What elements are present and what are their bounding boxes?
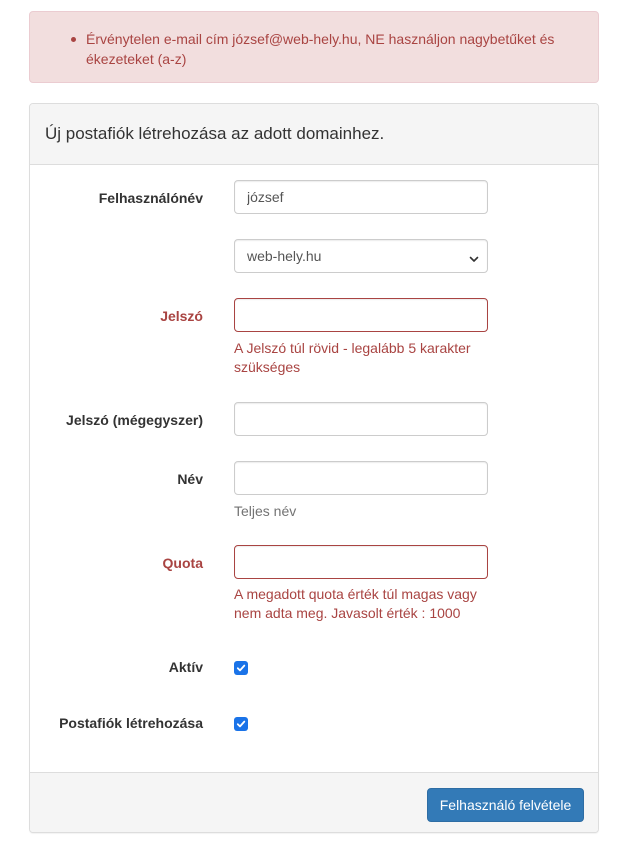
password-input[interactable] bbox=[234, 298, 488, 332]
password-again-input[interactable] bbox=[234, 402, 488, 436]
quota-input[interactable] bbox=[234, 545, 488, 579]
password-again-label: Jelszó (mégegyszer) bbox=[66, 412, 203, 428]
name-input[interactable] bbox=[234, 461, 488, 495]
password-error: A Jelszó túl rövid - legalább 5 karakter szükséges bbox=[234, 340, 471, 375]
active-checkbox[interactable] bbox=[234, 661, 248, 675]
checkmark-icon bbox=[236, 663, 246, 673]
username-label: Felhasználónév bbox=[98, 190, 203, 206]
domain-select[interactable] bbox=[234, 239, 488, 273]
name-help: Teljes név bbox=[234, 503, 297, 519]
username-input[interactable] bbox=[234, 180, 488, 214]
quota-error: A megadott quota érték túl magas vagy nem adta meg. Javasolt érték : 1000 bbox=[234, 586, 477, 621]
create-mailbox-checkbox[interactable] bbox=[234, 717, 248, 731]
panel-heading bbox=[30, 104, 598, 165]
chevron-down-icon bbox=[469, 251, 479, 261]
active-label: Aktív bbox=[168, 659, 203, 675]
new-mailbox-panel bbox=[29, 103, 599, 833]
panel-title: Új postafiók létrehozása az adott domainhez. bbox=[45, 124, 385, 143]
quota-label: Quota bbox=[162, 555, 203, 571]
name-label: Név bbox=[177, 471, 203, 487]
error-alert bbox=[29, 11, 599, 83]
password-label: Jelszó bbox=[160, 308, 203, 324]
add-user-button[interactable]: Felhasználó felvétele bbox=[427, 788, 584, 822]
error-item: Érvénytelen e-mail cím józsef@web-hely.hu, NE használjon nagybetűket és ékezeteket (a-z) bbox=[86, 29, 586, 69]
domain-select-value: web-hely.hu bbox=[247, 248, 322, 264]
create-mailbox-label: Postafiók létrehozása bbox=[59, 715, 203, 731]
checkmark-icon bbox=[236, 719, 246, 729]
